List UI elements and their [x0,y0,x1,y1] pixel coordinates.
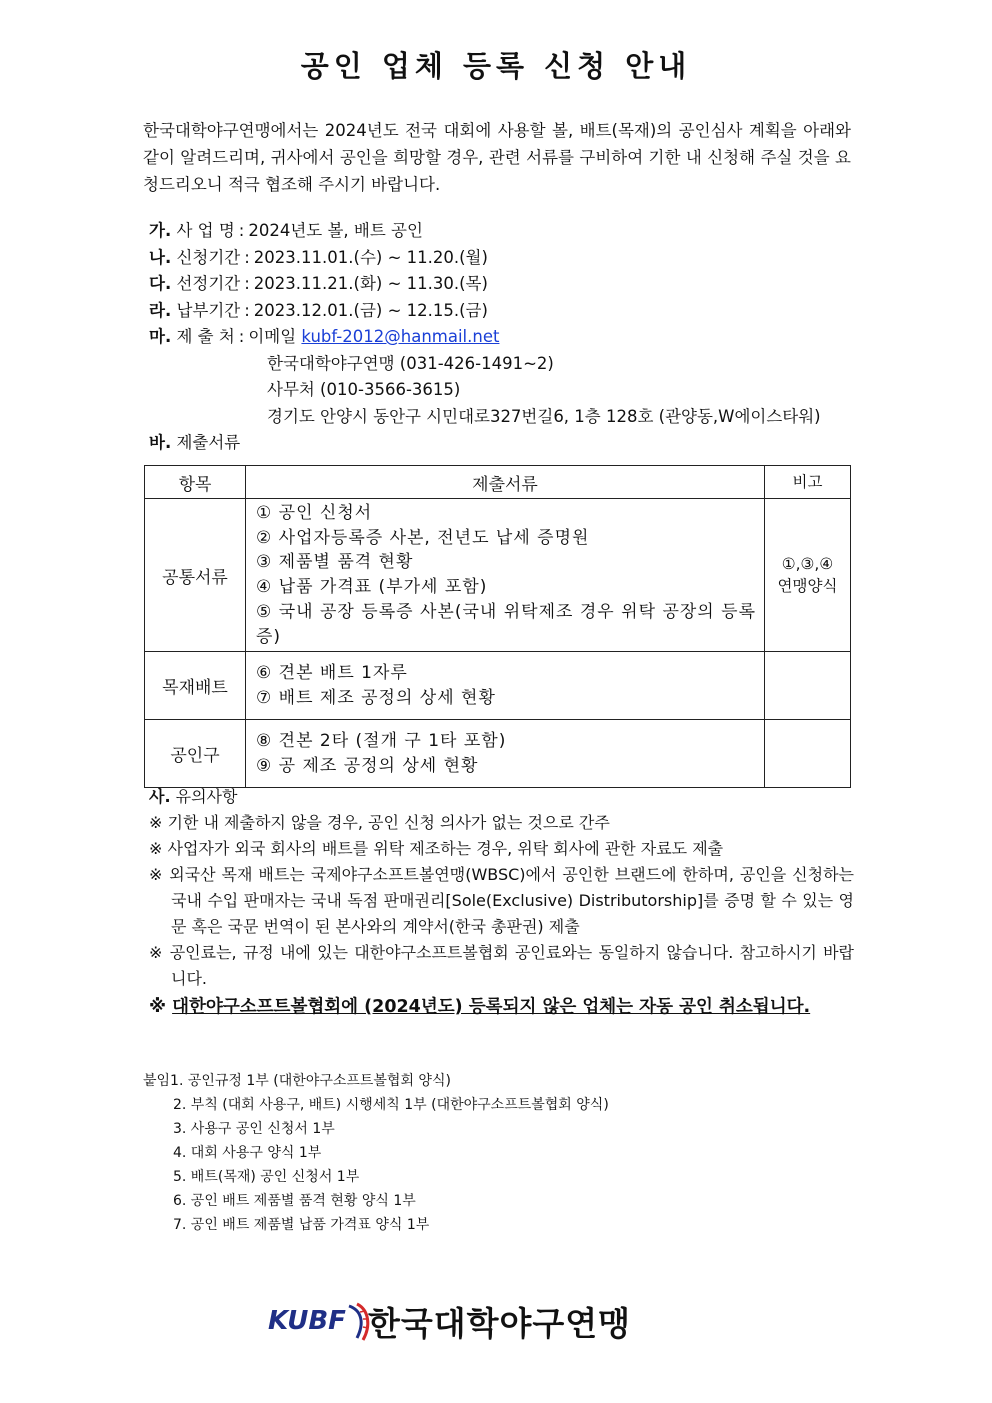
note-item: ※ 사업자가 외국 회사의 배트를 위탁 제조하는 경우, 위탁 회사에 관한 자료도 제출 [149,839,724,858]
header-category: 항목 [145,466,246,499]
doc-item: ⑥ 견본 배트 1자루 [256,663,408,684]
header-remarks: 비고 [765,466,851,499]
note-item: ※ 공인료는, 규정 내에 있는 대한야구소프트볼협회 공인료와는 동일하지 않습니다. 참고하시기 바랍니다. [149,943,854,988]
item-value: 2023.12.01.(금) ~ 12.15.(금) [253,300,488,320]
item-value: 2023.11.01.(수) ~ 11.20.(월) [253,247,488,267]
remark-line: ①,③,④ [781,555,834,574]
note-item: ※ 기한 내 제출하지 않을 경우, 공인 신청 의사가 없는 것으로 간주 [149,813,610,832]
attachment-item: 붙임1. 공인규정 1부 (대한야구소프트볼협회 양식) [143,1073,451,1089]
remark-line: 연맹양식 [777,577,838,596]
item-mark: 다. [149,274,172,293]
item-mark: 나. [149,247,172,267]
documents-table [144,465,851,788]
table-row [145,499,851,652]
info-item-project: 가. 사 업 명 : 2024년도 볼, 배트 공인 [149,221,423,240]
docs-heading [149,430,854,457]
table-row [145,720,851,788]
note-item: ※ 외국산 목재 배트는 국제야구소프트볼연맹(WBSC)에서 공인한 브랜드에 한하며, 공인을 신청하는 국내 수입 판매자는 국내 독점 판매권리[Sole(Exclusive) Distributorship]를 증명 할 수 있는 영문 혹은 국문 번역이 된 본사와의 계약서(한국 총판권) 제출 [149,865,854,936]
email-link[interactable]: kubf-2012@hanmail.net [301,327,500,346]
notice-text: 대한야구소프트볼협회에 (2024년도) 등록되지 않은 업체는 자동 공인 취소됩니다. [172,997,811,1017]
attachment-item: 4. 대회 사용구 양식 1부 [173,1145,322,1161]
doc-item: ④ 납품 가격표 (부가세 포함) [256,577,488,598]
row-documents [246,499,765,652]
intro-paragraph: 한국대학야구연맹에서는 2024년도 전국 대회에 사용할 볼, 배트(목재)의 공인심사 계획을 아래와 같이 알려드리며, 귀사에서 공인을 희망할 경우, 관련 서류를 구비하여 기한 내 신청해 주실 것을 요청드리오니 적극 협조해 주시기 바랍니다. [143,121,851,194]
item-label: 사 업 명 [176,221,235,240]
contact-line-phone: 사무처 (010-3566-3615) [267,380,461,399]
notes-heading [149,784,854,810]
attachment-item: 7. 공인 배트 제품별 납품 가격표 양식 1부 [173,1217,430,1233]
row-category: 공통서류 [145,499,246,652]
item-mark: 사. [149,787,171,806]
row-documents [246,720,765,788]
attachment-item: 6. 공인 배트 제품별 품격 현황 양식 1부 [173,1193,416,1209]
item-label: 유의사항 [175,787,238,806]
doc-item: ⑨ 공 제조 공정의 상세 현황 [256,755,479,776]
email-prefix: 이메일 [248,327,297,346]
attachment-item: 3. 사용구 공인 신청서 1부 [173,1121,335,1137]
row-remarks [765,499,851,652]
contact-line-office: 한국대학야구연맹 (031-426-1491~2) [267,353,554,373]
attachment-item: 2. 부칙 (대회 사용구, 배트) 시행세칙 1부 (대한야구소프트볼협회 양식) [173,1097,609,1113]
organization-name: 한국대학야구연맹 [368,1304,632,1343]
item-label: 제 출 처 [176,327,235,346]
doc-item: ③ 제품별 품격 현황 [256,552,414,573]
row-remarks [765,720,851,788]
item-value: 2023.11.21.(화) ~ 11.30.(목) [253,274,488,293]
item-label: 납부기간 [176,300,241,320]
footer-logo [268,1296,648,1352]
header-documents: 제출서류 [246,466,765,499]
item-label: 제출서류 [176,433,241,452]
doc-item: ② 사업자등록증 사본, 전년도 납세 증명원 [256,527,590,548]
item-mark: 가. [149,221,172,240]
row-remarks [765,652,851,720]
doc-item: ⑦ 배트 제조 공정의 상세 현황 [256,687,496,708]
contact-line-address: 경기도 안양시 동안구 시민대로327번길6, 1층 128호 (관양동,W에이스타워) [267,406,821,426]
doc-item: ⑤ 국내 공장 등록증 사본(국내 위탁제조 경우 위탁 공장의 등록증) [256,601,756,647]
table-header-row [145,466,851,499]
row-documents [246,652,765,720]
item-label: 신청기간 [176,247,241,267]
page-title: 공인 업체 등록 신청 안내 [300,49,692,83]
attachments-list [143,1069,609,1237]
table-row [145,652,851,720]
info-item-selection-period: 다. 선정기간 : 2023.11.21.(화) ~ 11.30.(목) [149,274,488,293]
info-list [149,218,854,457]
attachment-item: 5. 배트(목재) 공인 신청서 1부 [173,1169,360,1185]
item-value: 2024년도 볼, 배트 공인 [248,221,423,240]
item-mark: 마. [149,327,172,346]
item-mark: 라. [149,300,172,320]
notice-important [149,992,854,1022]
doc-item: ⑧ 견본 2타 (절개 구 1타 포함) [256,731,507,752]
notice-mark: ※ [149,997,167,1017]
item-label: 선정기간 [176,274,241,293]
doc-item: ① 공인 신청서 [256,503,373,523]
info-item-payment-period: 라. 납부기간 : 2023.12.01.(금) ~ 12.15.(금) [149,300,488,320]
info-item-submit-to: 마. 제 출 처 : 이메일 kubf-2012@hanmail.net [149,327,500,346]
item-mark: 바. [149,433,172,452]
row-category: 공인구 [145,720,246,788]
notes-section [149,784,854,1022]
row-category: 목재배트 [145,652,246,720]
info-item-application-period: 나. 신청기간 : 2023.11.01.(수) ~ 11.20.(월) [149,247,488,267]
kubf-logo-text: KUBF [268,1306,346,1336]
